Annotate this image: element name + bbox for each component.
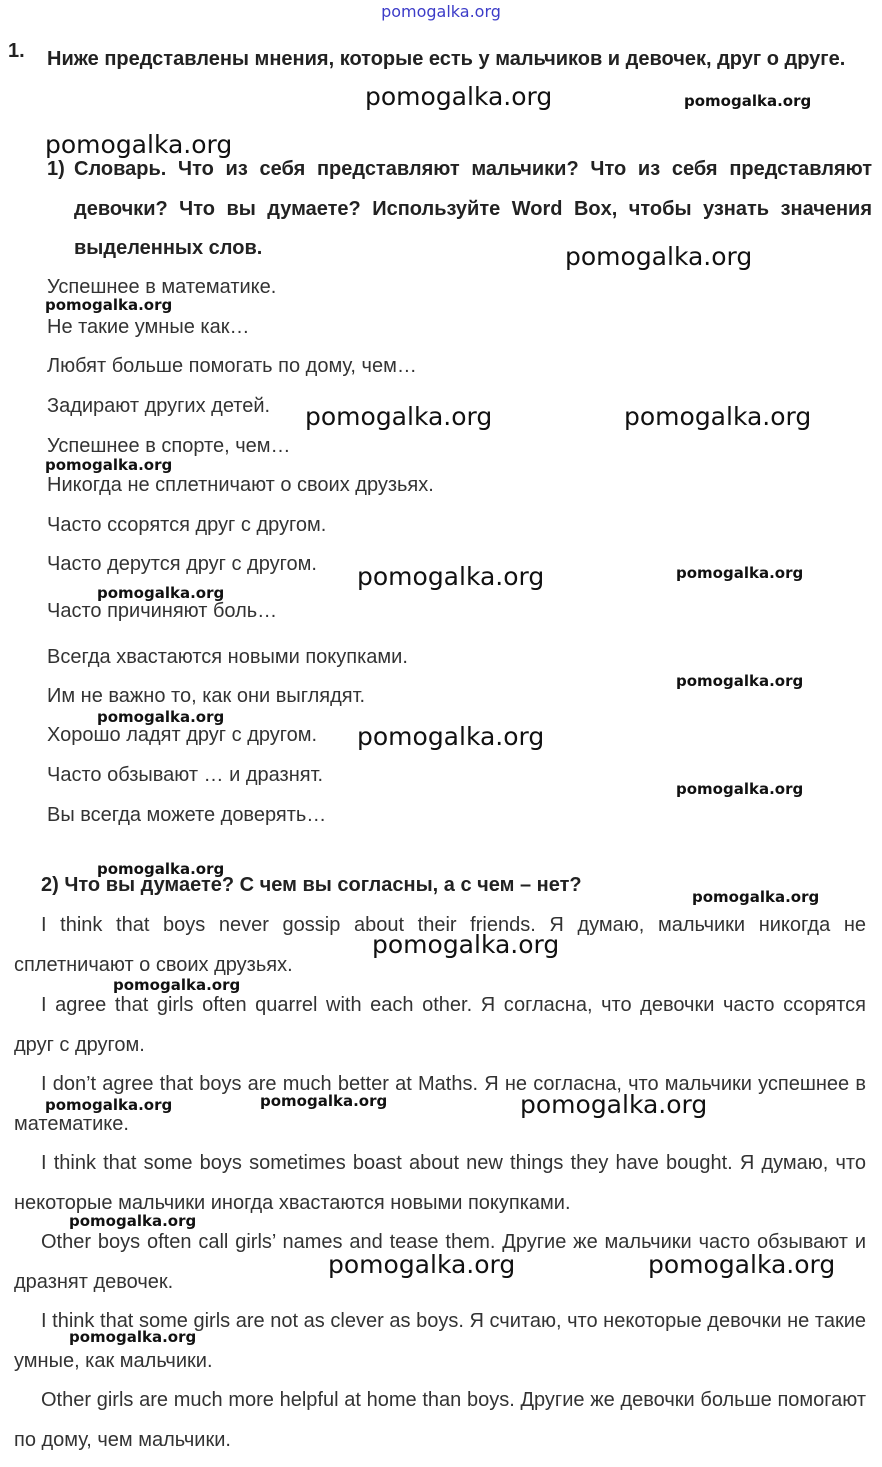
watermark: pomogalka.org: [648, 1250, 836, 1279]
answer-paragraph: I think that boys never gossip about their friends. Я думаю, мальчики никогда не сплетничают о своих друзьях.: [14, 914, 866, 976]
watermark: pomogalka.org: [97, 860, 225, 878]
watermark: pomogalka.org: [69, 1212, 197, 1230]
watermark: pomogalka.org: [45, 1096, 173, 1114]
list-item: Успешнее в математике.: [47, 276, 277, 298]
watermark: pomogalka.org: [676, 780, 804, 798]
watermark: pomogalka.org: [97, 708, 225, 726]
watermark: pomogalka.org: [357, 722, 545, 751]
list-item: Часто обзывают … и дразнят.: [47, 764, 324, 786]
list-item: Никогда не сплетничают о своих друзьях.: [47, 474, 434, 496]
watermark: pomogalka.org: [328, 1250, 516, 1279]
site-header-watermark: pomogalka.org: [381, 2, 501, 21]
watermark: pomogalka.org: [565, 242, 753, 271]
list-item: Часто дерутся друг с другом.: [47, 553, 317, 575]
answer-paragraph: I think that some boys sometimes boast about new things they have bought. Я думаю, что некоторые мальчики иногда хвастаются новыми покупками.: [14, 1152, 866, 1214]
task-title: Ниже представлены мнения, которые есть у мальчиков и девочек, друг о друге.: [47, 48, 846, 70]
list-item: Хорошо ладят друг с другом.: [47, 724, 318, 746]
list-item: Часто ссорятся друг с другом.: [47, 514, 327, 536]
list-item: Успешнее в спорте, чем…: [47, 435, 291, 457]
watermark: pomogalka.org: [260, 1092, 388, 1110]
watermark: pomogalka.org: [305, 402, 493, 431]
watermark: pomogalka.org: [365, 82, 553, 111]
watermark: pomogalka.org: [113, 976, 241, 994]
answer-paragraph: I think that some girls are not as clever as boys. Я считаю, что некоторые девочки не такие умные, как мальчики.: [14, 1310, 866, 1372]
watermark: pomogalka.org: [624, 402, 812, 431]
watermark: pomogalka.org: [97, 584, 225, 602]
task-number: 1.: [8, 40, 25, 62]
list-item: Им не важно то, как они выглядят.: [47, 685, 366, 707]
part2-heading: 2) Что вы думаете? С чем вы согласны, а с чем – нет?: [41, 874, 582, 896]
list-item: Любят больше помогать по дому, чем…: [47, 355, 417, 377]
watermark: pomogalka.org: [45, 130, 233, 159]
list-item: Задирают других детей.: [47, 395, 271, 417]
watermark: pomogalka.org: [676, 672, 804, 690]
list-item: Часто причиняют боль…: [47, 600, 278, 622]
list-item: Не такие умные как…: [47, 316, 250, 338]
watermark: pomogalka.org: [69, 1328, 197, 1346]
watermark: pomogalka.org: [684, 92, 812, 110]
watermark: pomogalka.org: [372, 930, 560, 959]
watermark: pomogalka.org: [676, 564, 804, 582]
watermark: pomogalka.org: [692, 888, 820, 906]
list-item: Всегда хвастаются новыми покупками.: [47, 646, 408, 668]
answer-paragraph: Other girls are much more helpful at home than boys. Другие же девочки больше помогают по дому, чем мальчики.: [14, 1389, 866, 1451]
watermark: pomogalka.org: [45, 296, 173, 314]
part1-instruction: Словарь. Что из себя представляют мальчики? Что из себя представляют девочки? Что вы думаете? Используйте Word Box, чтобы узнать значения выделенных слов.: [74, 158, 872, 259]
answer-paragraph: Other boys often call girls’ names and tease them. Другие же мальчики часто обзывают и дразнят девочек.: [14, 1231, 866, 1293]
part1-number: 1): [47, 158, 65, 180]
watermark: pomogalka.org: [520, 1090, 708, 1119]
answer-paragraph: I agree that girls often quarrel with each other. Я согласна, что девочки часто ссорятся друг с другом.: [14, 994, 866, 1056]
answer-paragraph: I don’t agree that boys are much better at Maths. Я не согласна, что мальчики успешнее в математике.: [14, 1073, 866, 1135]
watermark: pomogalka.org: [357, 562, 545, 591]
watermark: pomogalka.org: [45, 456, 173, 474]
list-item: Вы всегда можете доверять…: [47, 804, 327, 826]
